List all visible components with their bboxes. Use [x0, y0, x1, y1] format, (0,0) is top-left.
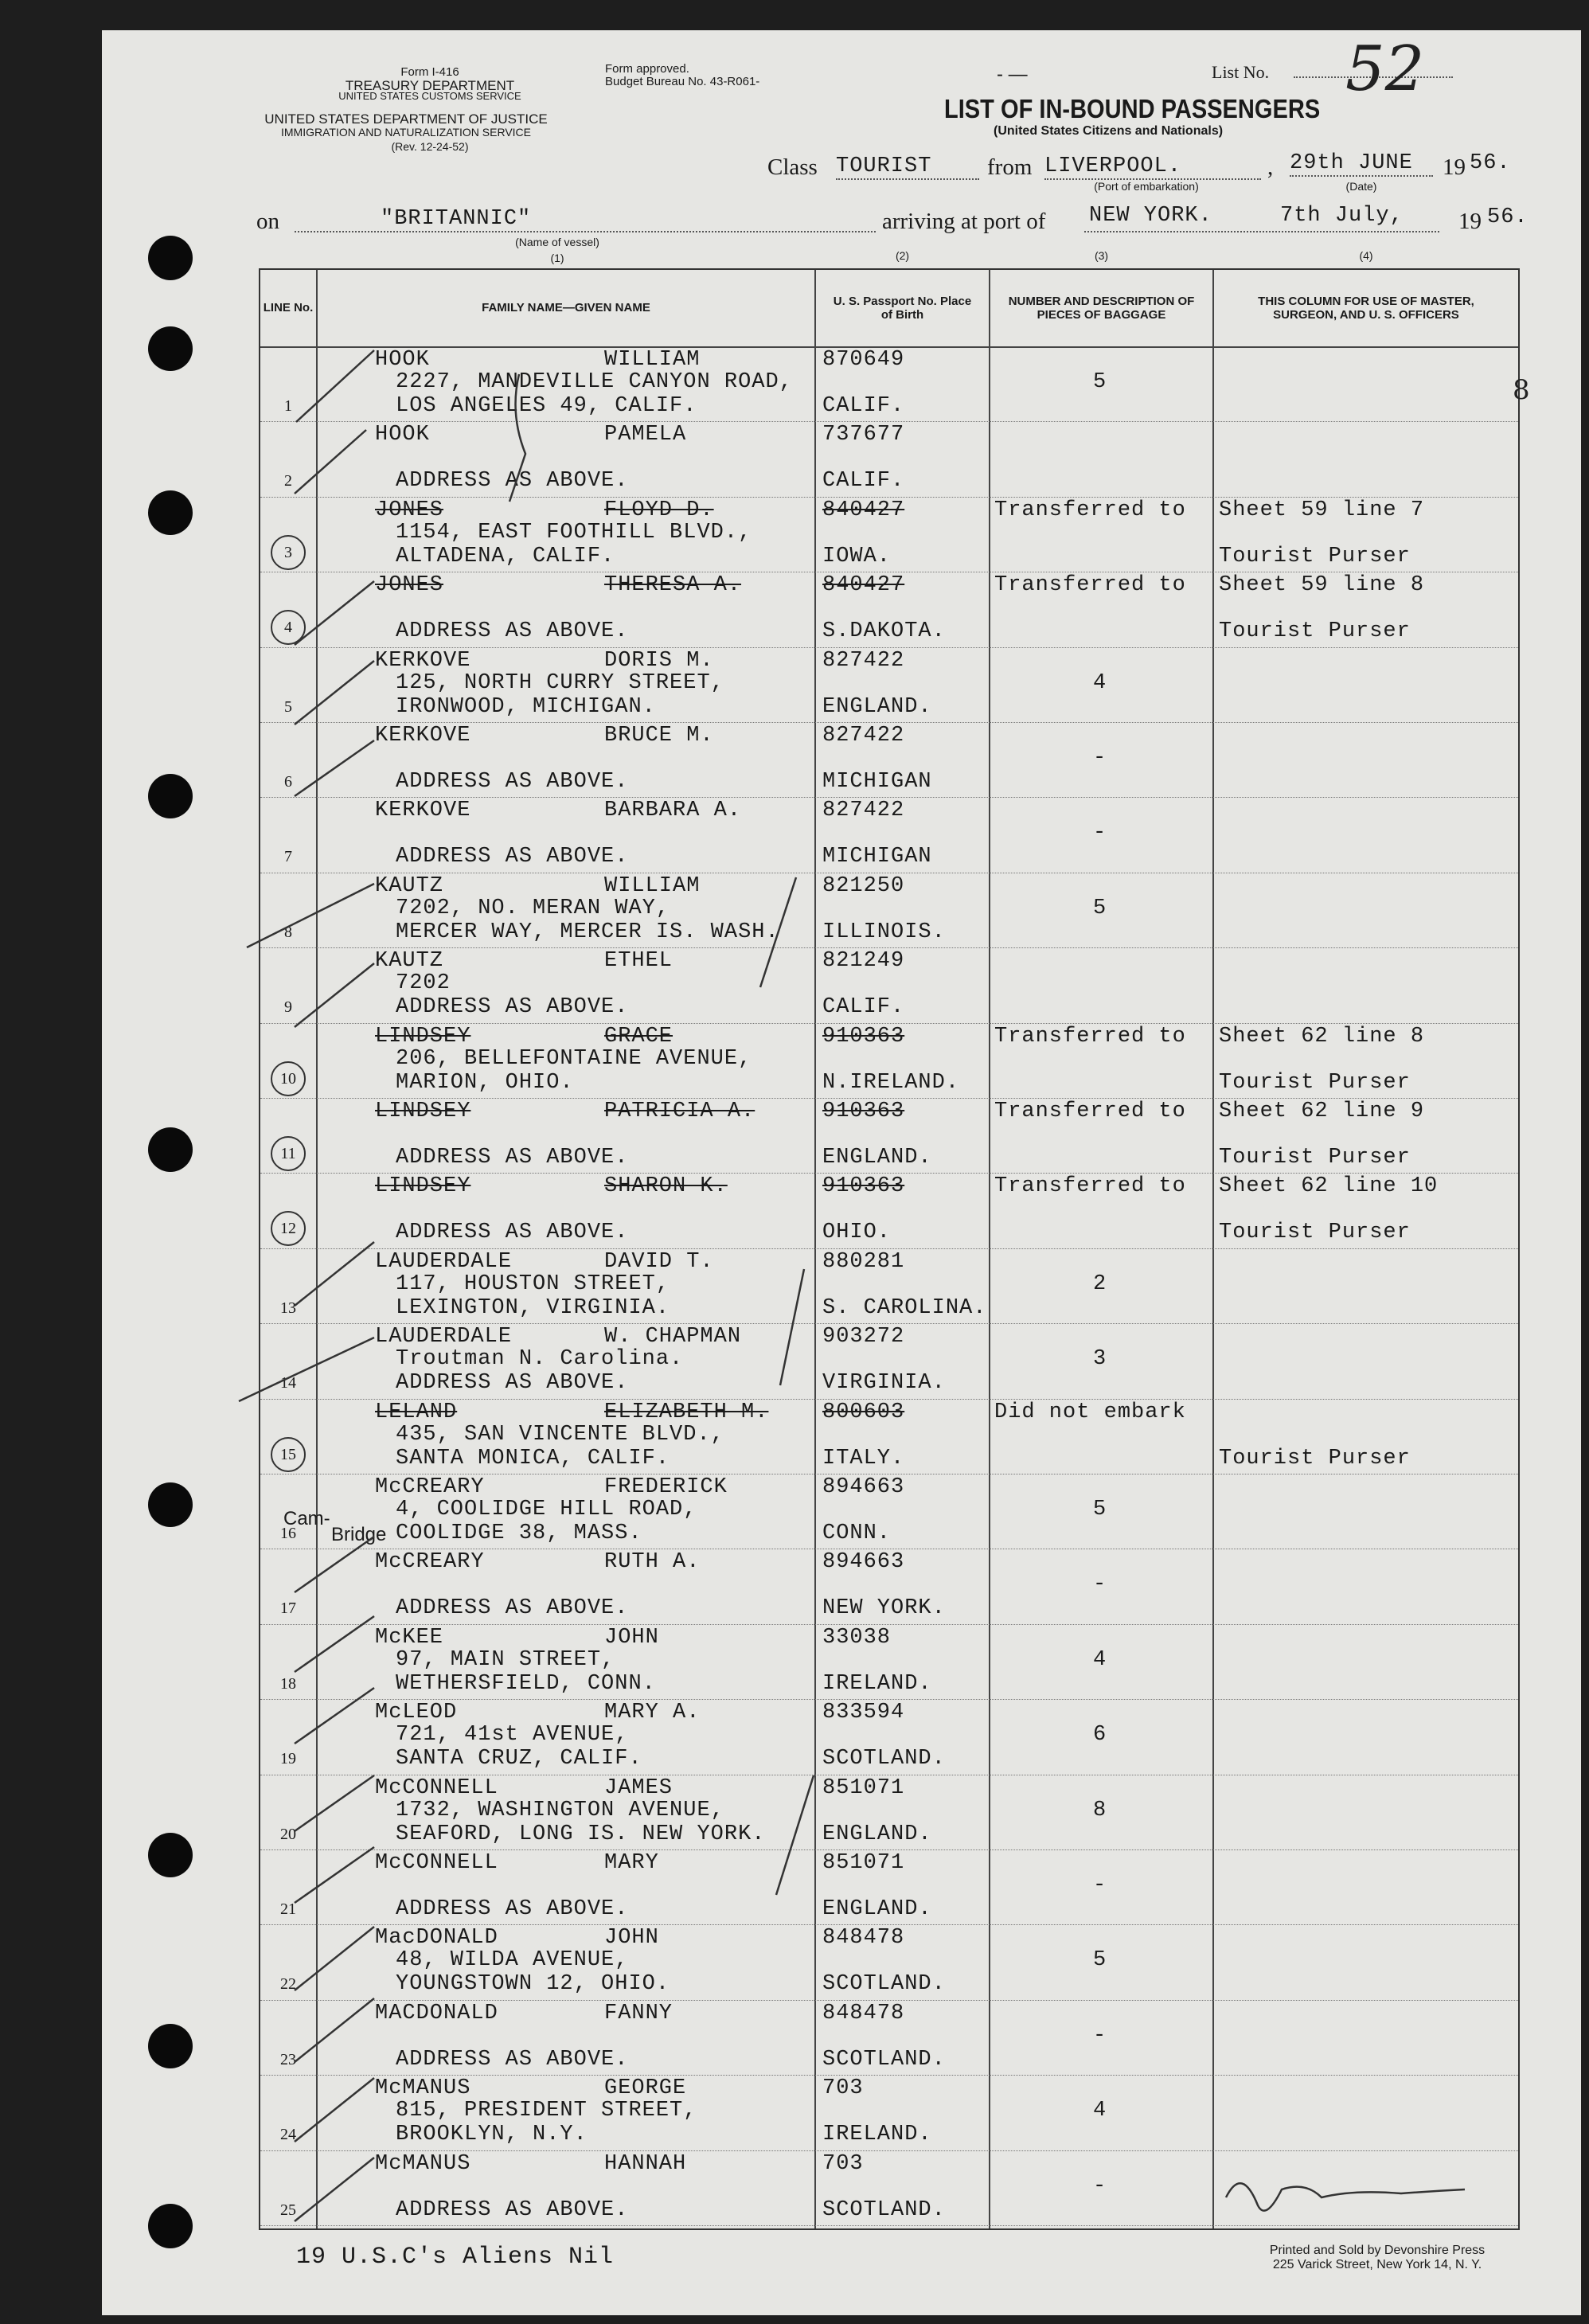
arrival-port: NEW YORK. — [1089, 204, 1212, 228]
baggage-count: 8 — [1093, 1798, 1107, 1822]
line-number: 10 — [271, 1061, 306, 1096]
arrival-year: 56. — [1487, 205, 1528, 229]
page-title: LIST OF IN-BOUND PASSENGERS — [944, 94, 1321, 123]
place-of-birth: VIRGINIA. — [822, 1371, 946, 1396]
address-line-1: 815, PRESIDENT STREET, — [396, 2099, 697, 2123]
line-number: 22 — [280, 1975, 296, 1994]
col4-number: (4) — [1359, 249, 1373, 262]
family-name: MACDONALD — [375, 2001, 498, 2025]
col3-number: (3) — [1094, 249, 1109, 262]
baggage-count: 2 — [1093, 1271, 1107, 1296]
line-number: 15 — [271, 1437, 306, 1472]
passport-number: 821250 — [822, 873, 905, 898]
baggage-count: Transferred to — [994, 573, 1186, 598]
baggage-count: 5 — [1093, 1498, 1107, 1521]
given-name: DORIS M. — [604, 648, 714, 673]
passport-number: 833594 — [822, 1701, 905, 1725]
address-line-1: 125, NORTH CURRY STREET, — [396, 670, 724, 695]
port-of-embarkation: LIVERPOOL. — [1044, 154, 1261, 180]
passport-number: 903272 — [822, 1325, 905, 1349]
address-line-2: ADDRESS AS ABOVE. — [396, 1221, 629, 1245]
line-number: 23 — [280, 2050, 296, 2068]
baggage-count: 5 — [1093, 1948, 1107, 1973]
officer-note-purser: Tourist Purser — [1219, 619, 1411, 644]
given-name: HANNAH — [604, 2151, 687, 2176]
place-of-birth: IOWA. — [822, 544, 892, 568]
list-number: 52 — [1345, 33, 1425, 105]
family-name: JONES — [375, 573, 444, 598]
given-name: BARBARA A. — [604, 799, 742, 823]
baggage-count: Transferred to — [994, 1174, 1186, 1199]
department-of-justice: UNITED STATES DEPARTMENT OF JUSTICE — [264, 111, 548, 127]
baggage-count: - — [1093, 1572, 1107, 1597]
address-line-1: 48, WILDA AVENUE, — [396, 1948, 629, 1973]
line-number: 12 — [271, 1211, 306, 1246]
year-prefix-2: 19 — [1458, 209, 1482, 234]
baggage-count: 5 — [1093, 896, 1107, 920]
address-line-2: ADDRESS AS ABOVE. — [396, 1897, 629, 1921]
line-number: 25 — [280, 2201, 296, 2219]
address-line-2: ADDRESS AS ABOVE. — [396, 845, 629, 869]
family-name: McCONNELL — [375, 1775, 498, 1800]
customs-service: UNITED STATES CUSTOMS SERVICE — [338, 90, 521, 102]
place-of-birth: SCOTLAND. — [822, 2047, 946, 2072]
place-of-birth: SCOTLAND. — [822, 2197, 946, 2222]
line-number: 19 — [280, 1750, 296, 1768]
given-name: GEORGE — [604, 2076, 687, 2101]
col-officers-label: THIS COLUMN FOR USE OF MASTER, SURGEON, AND U. S. OFFICERS — [1258, 294, 1474, 322]
place-of-birth: SCOTLAND. — [822, 1972, 946, 1997]
place-of-birth: CALIF. — [822, 469, 905, 494]
address-line-1: Troutman N. Carolina. — [396, 1347, 684, 1372]
baggage-count: Did not embark — [994, 1400, 1186, 1424]
place-of-birth: OHIO. — [822, 1221, 892, 1245]
line-number: 6 — [284, 773, 292, 791]
line-number: 2 — [284, 472, 292, 490]
form-approved: Form approved. — [605, 62, 689, 76]
passport-number: 827422 — [822, 724, 905, 748]
baggage-count: 4 — [1093, 670, 1107, 695]
family-name: LAUDERDALE — [375, 1325, 513, 1349]
embark-date: 29th JUNE — [1290, 151, 1433, 177]
family-name: McMANUS — [375, 2076, 471, 2101]
baggage-count: Transferred to — [994, 1024, 1186, 1049]
margin-number: 8 — [1513, 374, 1530, 406]
passport-number: 703 — [822, 2151, 864, 2176]
place-of-birth: IRELAND. — [822, 1671, 932, 1696]
embark-year: 56. — [1470, 151, 1511, 175]
family-name: LAUDERDALE — [375, 1249, 513, 1274]
address-line-2: WETHERSFIELD, CONN. — [396, 1671, 656, 1696]
baggage-count: Transferred to — [994, 1100, 1186, 1123]
family-name: LINDSEY — [375, 1024, 471, 1049]
address-line-2: MERCER WAY, MERCER IS. WASH. — [396, 920, 779, 944]
passport-number: 848478 — [822, 1926, 905, 1951]
place-of-birth: MICHIGAN — [822, 845, 932, 869]
given-name: WILLIAM — [604, 348, 701, 372]
line-number: 14 — [280, 1374, 296, 1392]
line-number: 11 — [271, 1136, 306, 1171]
given-name: FANNY — [604, 2001, 673, 2025]
baggage-count: 5 — [1093, 370, 1107, 394]
given-name: ELIZABETH M. — [604, 1400, 769, 1424]
family-name: JONES — [375, 498, 444, 522]
line-number: 5 — [284, 697, 292, 716]
class-label: Class — [767, 154, 818, 180]
place-of-birth: SCOTLAND. — [822, 1747, 946, 1771]
officer-note-purser: Tourist Purser — [1219, 544, 1411, 568]
baggage-count: Transferred to — [994, 498, 1186, 522]
arriving-label: arriving at port of — [882, 209, 1046, 234]
address-line-1: 435, SAN VINCENTE BLVD., — [396, 1422, 724, 1447]
passport-number: 851071 — [822, 1775, 905, 1800]
baggage-count: - — [1093, 2174, 1107, 2198]
line-number: 7 — [284, 848, 292, 866]
line-number: 18 — [280, 1674, 296, 1693]
address-line-2: ADDRESS AS ABOVE. — [396, 1596, 629, 1621]
line-number: 20 — [280, 1825, 296, 1843]
vessel-name: "BRITANNIC" — [381, 207, 532, 231]
passport-number: 910363 — [822, 1100, 905, 1123]
vessel-caption: (Name of vessel) — [515, 236, 599, 248]
baggage-count: 4 — [1093, 1647, 1107, 1672]
address-line-2: LEXINGTON, VIRGINIA. — [396, 1295, 670, 1320]
family-name: LINDSEY — [375, 1100, 471, 1123]
address-line-2: ADDRESS AS ABOVE. — [396, 995, 629, 1020]
passport-number: 827422 — [822, 799, 905, 823]
year-prefix-1: 19 — [1443, 154, 1466, 180]
baggage-count: 6 — [1093, 1723, 1107, 1748]
given-name: JOHN — [604, 1926, 659, 1951]
address-line-2: ADDRESS AS ABOVE. — [396, 2197, 629, 2222]
given-name: DAVID T. — [604, 1249, 714, 1274]
passport-number: 821249 — [822, 949, 905, 974]
col-line-no: LINE No. — [263, 301, 314, 315]
officer-note-purser: Tourist Purser — [1219, 1070, 1411, 1095]
given-name: ETHEL — [604, 949, 673, 974]
margin-note-cam: Cam- — [283, 1508, 330, 1529]
address-line-2: ADDRESS AS ABOVE. — [396, 1371, 629, 1396]
address-line-1: 7202, NO. MERAN WAY, — [396, 896, 670, 920]
from-label: from — [987, 154, 1033, 180]
col2-number: (2) — [895, 249, 910, 262]
class-value: TOURIST — [836, 154, 979, 180]
place-of-birth: NEW YORK. — [822, 1596, 946, 1621]
family-name: McMANUS — [375, 2151, 471, 2176]
budget-bureau: Budget Bureau No. 43-R061- — [605, 75, 760, 88]
passport-number: 910363 — [822, 1174, 905, 1199]
family-name: KERKOVE — [375, 648, 471, 673]
given-name: PAMELA — [604, 423, 687, 447]
address-line-1: 2227, MANDEVILLE CANYON ROAD, — [396, 370, 793, 394]
passport-number: 848478 — [822, 2001, 905, 2025]
place-of-birth: CONN. — [822, 1521, 892, 1545]
dash-mark: - — — [997, 64, 1028, 85]
printer-line-2: 225 Varick Street, New York 14, N. Y. — [1272, 2258, 1482, 2271]
given-name: JOHN — [604, 1625, 659, 1650]
address-line-1: 1732, WASHINGTON AVENUE, — [396, 1798, 724, 1822]
family-name: HOOK — [375, 423, 430, 447]
given-name: MARY — [604, 1851, 659, 1875]
place-of-birth: MICHIGAN — [822, 770, 932, 794]
address-line-1: 206, BELLEFONTAINE AVENUE, — [396, 1046, 752, 1071]
address-line-1: 4, COOLIDGE HILL ROAD, — [396, 1498, 697, 1521]
officer-note-transfer: Sheet 62 line 9 — [1219, 1100, 1425, 1123]
place-of-birth: S. CAROLINA. — [822, 1295, 987, 1320]
given-name: JAMES — [604, 1775, 673, 1800]
officer-note-purser: Tourist Purser — [1219, 1221, 1411, 1245]
family-name: McLEOD — [375, 1701, 458, 1725]
address-line-1: 7202 — [396, 971, 451, 996]
line-number: 4 — [271, 610, 306, 645]
address-line-2: SANTA MONICA, CALIF. — [396, 1446, 670, 1471]
address-line-2: IRONWOOD, MICHIGAN. — [396, 694, 656, 719]
baggage-count: - — [1093, 2023, 1107, 2048]
address-line-2: ADDRESS AS ABOVE. — [396, 469, 629, 494]
page-subtitle: (United States Citizens and Nationals) — [994, 124, 1224, 138]
officer-note-purser: Tourist Purser — [1219, 1146, 1411, 1170]
family-name: McCONNELL — [375, 1851, 498, 1875]
officer-note-transfer: Sheet 59 line 8 — [1219, 573, 1425, 598]
address-line-1: 721, 41st AVENUE, — [396, 1723, 629, 1748]
officer-note-transfer: Sheet 62 line 8 — [1219, 1024, 1425, 1049]
list-no-label: List No. — [1212, 62, 1270, 82]
baggage-count: - — [1093, 821, 1107, 846]
place-of-birth: ITALY. — [822, 1446, 905, 1471]
address-line-2: BROOKLYN, N.Y. — [396, 2123, 588, 2147]
given-name: THERESA A. — [604, 573, 742, 598]
address-line-2: MARION, OHIO. — [396, 1070, 574, 1095]
given-name: MARY A. — [604, 1701, 701, 1725]
address-line-1: 117, HOUSTON STREET, — [396, 1271, 670, 1296]
address-line-1: 97, MAIN STREET, — [396, 1647, 615, 1672]
family-name: KAUTZ — [375, 873, 444, 898]
address-line-2: ADDRESS AS ABOVE. — [396, 619, 629, 644]
given-name: SHARON K. — [604, 1174, 728, 1199]
place-of-birth: S.DAKOTA. — [822, 619, 946, 644]
line-number: 1 — [284, 397, 292, 415]
summary-note: 19 U.S.C's Aliens Nil — [296, 2244, 615, 2271]
address-line-2: ADDRESS AS ABOVE. — [396, 2047, 629, 2072]
place-of-birth: CALIF. — [822, 394, 905, 418]
given-name: BRUCE M. — [604, 724, 714, 748]
passport-number: 870649 — [822, 348, 905, 372]
passport-number: 851071 — [822, 1851, 905, 1875]
line-number: 21 — [280, 1900, 296, 1918]
family-name: McCREARY — [375, 1475, 485, 1499]
passport-number: 737677 — [822, 423, 905, 447]
address-line-2: SEAFORD, LONG IS. NEW YORK. — [396, 1822, 766, 1846]
treasury-department: TREASURY DEPARTMENT — [345, 78, 515, 93]
baggage-count: - — [1093, 746, 1107, 770]
col-passport-label: U. S. Passport No. Place of Birth — [833, 294, 972, 322]
place-of-birth: CALIF. — [822, 995, 905, 1020]
line-number: 3 — [271, 535, 306, 570]
date-caption: (Date) — [1345, 180, 1377, 193]
officer-note-transfer: Sheet 59 line 7 — [1219, 498, 1425, 522]
place-of-birth: ENGLAND. — [822, 694, 932, 719]
passport-number: 840427 — [822, 498, 905, 522]
given-name: PATRICIA A. — [604, 1100, 755, 1123]
col1-number: (1) — [550, 252, 564, 264]
family-name: LINDSEY — [375, 1174, 471, 1199]
family-name: KERKOVE — [375, 799, 471, 823]
line-number: 24 — [280, 2126, 296, 2144]
family-name: HOOK — [375, 348, 430, 372]
officer-note-purser: Tourist Purser — [1219, 1446, 1411, 1471]
address-line-2: ALTADENA, CALIF. — [396, 544, 615, 568]
line-number: 16 — [280, 1525, 296, 1542]
line-number: 13 — [280, 1299, 296, 1317]
passport-number: 800603 — [822, 1400, 905, 1424]
printer-line-1: Printed and Sold by Devonshire Press — [1269, 2244, 1486, 2257]
given-name: GRACE — [604, 1024, 673, 1049]
officer-note-transfer: Sheet 62 line 10 — [1219, 1174, 1439, 1199]
given-name: RUTH A. — [604, 1550, 701, 1575]
line-number: 9 — [284, 998, 292, 1017]
passport-number: 33038 — [822, 1625, 892, 1650]
family-name: KERKOVE — [375, 724, 471, 748]
passport-number: 840427 — [822, 573, 905, 598]
passport-number: 703 — [822, 2076, 864, 2101]
passport-number: 910363 — [822, 1024, 905, 1049]
passport-number: 894663 — [822, 1550, 905, 1575]
passport-number: 827422 — [822, 648, 905, 673]
arrival-date: 7th July, — [1280, 204, 1404, 228]
family-name: MacDONALD — [375, 1926, 498, 1951]
address-line-2: YOUNGSTOWN 12, OHIO. — [396, 1972, 670, 1997]
passport-number: 880281 — [822, 1249, 905, 1274]
baggage-count: 4 — [1093, 2099, 1107, 2123]
place-of-birth: ENGLAND. — [822, 1822, 932, 1846]
place-of-birth: ILLINOIS. — [822, 920, 946, 944]
address-line-2: ADDRESS AS ABOVE. — [396, 1146, 629, 1170]
passport-number: 894663 — [822, 1475, 905, 1499]
on-label: on — [256, 209, 279, 234]
form-number: Form I-416 — [400, 65, 459, 79]
family-name: McCREARY — [375, 1550, 485, 1575]
port-embarkation-caption: (Port of embarkation) — [1094, 180, 1199, 193]
col-name: FAMILY NAME—GIVEN NAME — [482, 301, 650, 315]
family-name: McKEE — [375, 1625, 444, 1650]
given-name: W. CHAPMAN — [604, 1325, 742, 1349]
place-of-birth: ENGLAND. — [822, 1897, 932, 1921]
margin-note-bridge: Bridge — [331, 1524, 387, 1545]
place-of-birth: ENGLAND. — [822, 1146, 932, 1170]
place-of-birth: N.IRELAND. — [822, 1070, 960, 1095]
given-name: WILLIAM — [604, 873, 701, 898]
address-line-1: 1154, EAST FOOTHILL BLVD., — [396, 520, 752, 545]
family-name: LELAND — [375, 1400, 458, 1424]
baggage-count: - — [1093, 1873, 1107, 1897]
line-number: 8 — [284, 923, 292, 941]
immigration-service: IMMIGRATION AND NATURALIZATION SERVICE — [281, 126, 531, 139]
baggage-count: 3 — [1093, 1347, 1107, 1372]
address-line-2: SANTA CRUZ, CALIF. — [396, 1747, 642, 1771]
address-line-2: ADDRESS AS ABOVE. — [396, 770, 629, 794]
place-of-birth: IRELAND. — [822, 2123, 932, 2147]
given-name: FLOYD D. — [604, 498, 714, 522]
family-name: KAUTZ — [375, 949, 444, 974]
address-line-2: COOLIDGE 38, MASS. — [396, 1521, 642, 1545]
col-baggage-label: NUMBER AND DESCRIPTION OF PIECES OF BAGGAGE — [1008, 294, 1195, 322]
address-line-2: LOS ANGELES 49, CALIF. — [396, 394, 697, 418]
revision-date: (Rev. 12-24-52) — [391, 140, 469, 153]
given-name: FREDERICK — [604, 1475, 728, 1499]
line-number: 17 — [280, 1599, 296, 1618]
